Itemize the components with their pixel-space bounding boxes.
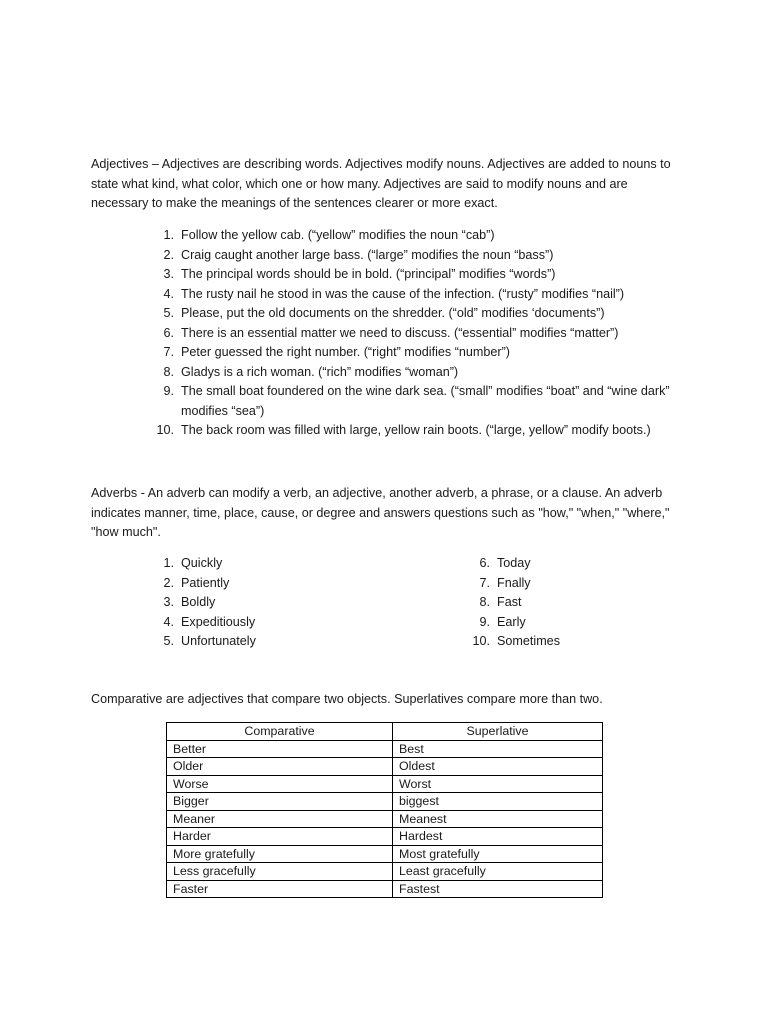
superlative-cell: Hardest — [393, 828, 603, 846]
superlative-cell: Meanest — [393, 810, 603, 828]
superlative-cell: Oldest — [393, 758, 603, 776]
list-item: 6. There is an essential matter we need to discuss. (“essential” modifies “matter”) — [163, 325, 619, 340]
comparative-cell: Meaner — [167, 810, 393, 828]
list-item: 3. The principal words should be in bold. (“principal” modifies “words”) — [163, 267, 556, 281]
list-item: 7. Peter guessed the right number. (“right” modifies “number”) — [163, 345, 510, 359]
list-item: 2. Craig caught another large bass. (“large” modifies the noun “bass”) — [163, 247, 554, 262]
superlative-cell: Best — [393, 740, 603, 758]
comparison-intro: Comparative are adjectives that compare two objects. Superlatives compare more than two. — [91, 692, 603, 706]
list-item: 10. Sometimes — [472, 634, 560, 648]
list-item: 1. Quickly — [163, 556, 223, 570]
table-header-row — [167, 723, 603, 741]
list-item: 4. Expeditiously — [163, 614, 256, 629]
superlative-cell: Most gratefully — [393, 845, 603, 863]
superlative-cell: Least gracefully — [393, 863, 603, 881]
adverb-list-left — [146, 554, 346, 652]
superlative-cell: Worst — [393, 775, 603, 793]
list-item: 9. The small boat foundered on the wine dark sea. (“small” modifies “boat” and “wine dark” modifies “sea”) — [163, 384, 670, 418]
table-row — [167, 740, 603, 758]
list-item: 4. The rusty nail he stood in was the cause of the infection. (“rusty” modifies “nail”) — [163, 286, 625, 301]
comparative-cell: Harder — [167, 828, 393, 846]
adverb-list-right — [462, 554, 662, 652]
column-header-superlative: Superlative — [393, 723, 603, 741]
adverbs-intro: Adverbs - An adverb can modify a verb, an adjective, another adverb, a phrase, or a clause. An adverb indicates manner, time, place, cause, or degree and answers questions such as "how," "when," "where," "how much". — [91, 486, 670, 539]
list-item: 5. Please, put the old documents on the shredder. (“old” modifies ‘documents”) — [163, 306, 605, 320]
table-row — [167, 863, 603, 881]
comparative-cell: Less gracefully — [167, 863, 393, 881]
column-header-comparative: Comparative — [167, 723, 393, 741]
table-row — [167, 828, 603, 846]
list-item: 9. Early — [479, 614, 526, 629]
superlative-cell: biggest — [393, 793, 603, 811]
list-item: 8. Fast — [479, 595, 522, 609]
list-item: 2. Patiently — [163, 575, 230, 590]
list-item: 8. Gladys is a rich woman. (“rich” modifies “woman”) — [163, 364, 459, 379]
comparative-cell: Older — [167, 758, 393, 776]
comparative-cell: Worse — [167, 775, 393, 793]
adjectives-intro: Adjectives – Adjectives are describing words. Adjectives modify nouns. Adjectives are added to nouns to state what kind, what color, which one or how many. Adjectives are said to modify nouns and are necessary to make the meanings of the sentences clearer or more exact. — [91, 157, 671, 210]
comparative-cell: Faster — [167, 880, 393, 898]
table-row — [167, 775, 603, 793]
list-item: 7. Fnally — [479, 575, 531, 590]
table-row — [167, 793, 603, 811]
adjective-examples-list — [146, 226, 686, 441]
list-item: 3. Boldly — [163, 595, 216, 609]
list-item: 10. The back room was filled with large, yellow rain boots. (“large, yellow” modify boots.) — [156, 423, 651, 437]
list-item: 6. Today — [479, 556, 531, 570]
comparative-cell: Bigger — [167, 793, 393, 811]
list-item: 1. Follow the yellow cab. (“yellow” modifies the noun “cab”) — [163, 228, 495, 242]
table-row — [167, 880, 603, 898]
table-row — [167, 845, 603, 863]
superlative-cell: Fastest — [393, 880, 603, 898]
table-row — [167, 810, 603, 828]
list-item: 5. Unfortunately — [163, 634, 256, 648]
comparison-table — [166, 722, 603, 898]
comparative-cell: More gratefully — [167, 845, 393, 863]
table-row — [167, 758, 603, 776]
comparative-cell: Better — [167, 740, 393, 758]
